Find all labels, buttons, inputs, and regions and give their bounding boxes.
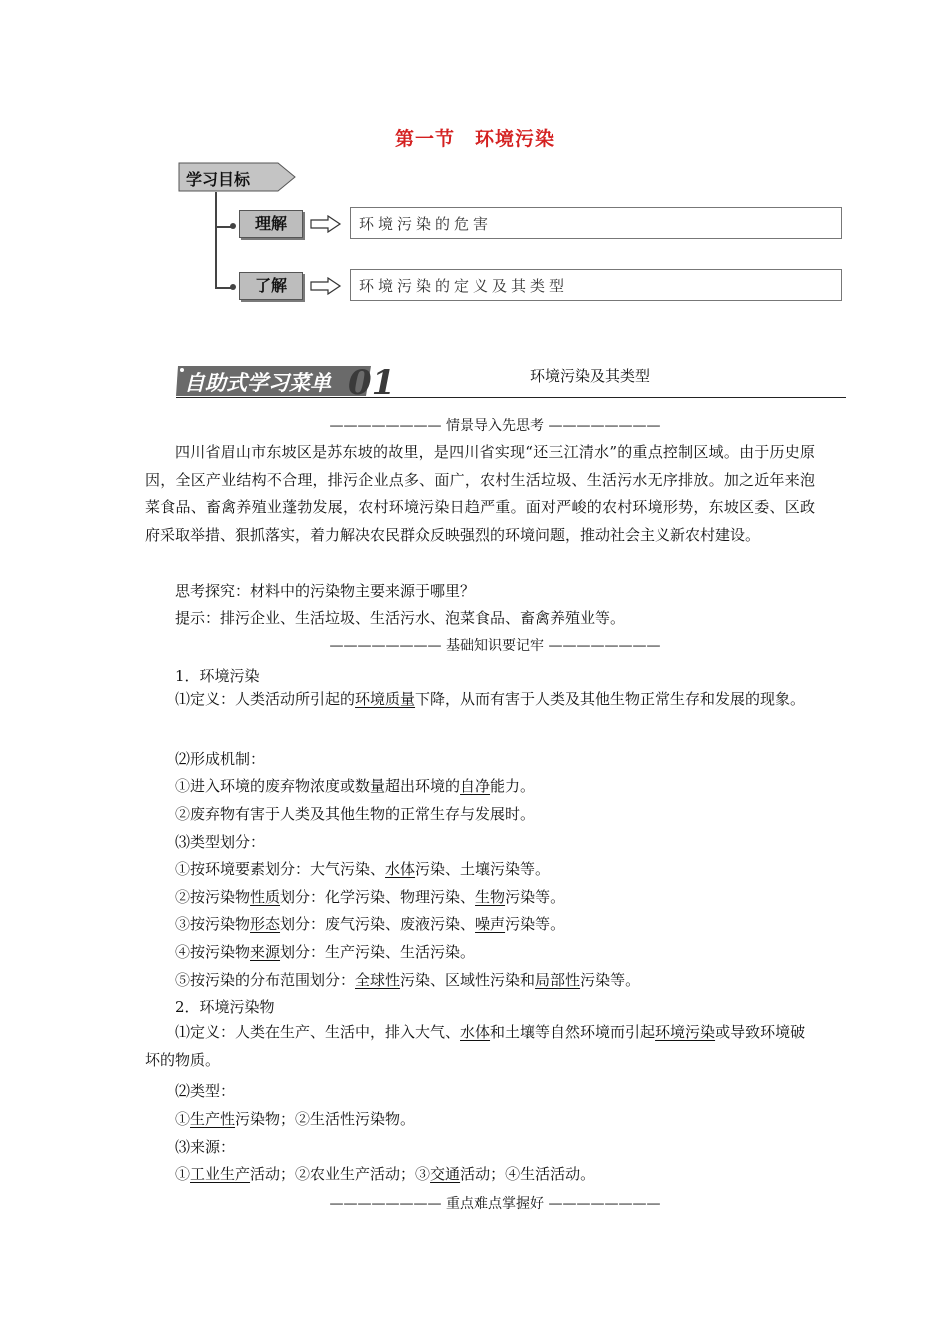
type-item-4: ④按污染物来源划分：生产污染、生活污染。 [175, 943, 476, 961]
underlined-term: 环境质量 [355, 690, 416, 708]
scene-question: 思考探究：材料中的污染物主要来源于哪里？ [175, 582, 476, 600]
mechanism-item-2: ②废弃物有害于人类及其他生物的正常生存与发展时。 [175, 805, 536, 823]
hollow-arrow-icon [310, 215, 342, 233]
tree-trunk [215, 192, 217, 288]
underlined-term: 形态 [250, 915, 281, 933]
pollutant-types-heading: ⑵类型： [175, 1082, 236, 1100]
underlined-term: 水体 [460, 1023, 491, 1041]
section-number: 01 [348, 363, 396, 398]
type-item-5: ⑤按污染的分布范围划分：全球性污染、区域性污染和局部性污染等。 [175, 971, 641, 989]
underlined-term: 工业生产 [190, 1165, 251, 1183]
banner-dot [180, 368, 184, 372]
goal-level-understand: 理解 [239, 210, 303, 238]
scene-heading: ———————— 情景导入先思考 ———————— [329, 418, 661, 434]
scene-paragraph: 四川省眉山市东坡区是苏东坡的故里，是四川省实现“还三江清水”的重点控制区域。由于历史原因，全区产业结构不合理，排污企业点多、面广，农村生活垃圾、生活污水无序排放。加之近年来泡菜食品、畜禽养殖业蓬勃发展，农村环境污染日趋严重。面对严峻的农村环境形势，东坡区委、区政府采取举措、狠抓落实，着力解决农民群众反映强烈的环境问题，推动社会主义新农村建设。 [145, 443, 815, 544]
underlined-term: 生物 [475, 888, 506, 906]
heading-pollutants: 2．环境污染物 [175, 998, 275, 1016]
underlined-term: 水体 [385, 860, 416, 878]
basics-heading: ———————— 基础知识要记牢 ———————— [329, 638, 661, 654]
section-topic: 环境污染及其类型 [530, 367, 651, 385]
branch-dot-2 [230, 284, 236, 290]
hollow-arrow-icon [310, 277, 342, 295]
types-heading: ⑶类型划分： [175, 833, 266, 851]
underlined-term: 来源 [250, 943, 281, 961]
branch-dot-1 [230, 223, 236, 229]
underlined-term: 性质 [250, 888, 281, 906]
scene-hint: 提示：排污企业、生活垃圾、生活污水、泡菜食品、畜禽养殖业等。 [175, 609, 626, 627]
mechanism-heading: ⑵形成机制： [175, 750, 266, 768]
section-rule [176, 397, 846, 398]
pollutant-sources-item: ①工业生产活动；②农业生产活动；③交通活动；④生活活动。 [175, 1165, 596, 1183]
pollutant-definition: ⑴定义：人类在生产、生活中，排入大气、水体和土壤等自然环境而引起环境污染或导致环境破坏的物质。 [145, 1023, 806, 1069]
underlined-term: 局部性 [535, 971, 581, 989]
definition-paragraph: ⑴定义：人类活动所引起的环境质量下降，从而有害于人类及其他生物正常生存和发展的现象。 [175, 690, 806, 708]
goal-level-know: 了解 [239, 272, 303, 300]
underlined-term: 自净 [460, 777, 491, 795]
key-points-heading: ———————— 重点难点掌握好 ———————— [329, 1196, 661, 1212]
pollutant-types-item: ①生产性污染物；②生活性污染物。 [175, 1110, 416, 1128]
type-item-3: ③按污染物形态划分：废气污染、废液污染、噪声污染等。 [175, 915, 566, 933]
section-banner-text: 自助式学习菜单 [184, 371, 331, 395]
page-title: 第一节 环境污染 [394, 128, 555, 150]
underlined-term: 交通 [430, 1165, 461, 1183]
goal-box-know: 环境污染的定义及其类型 [350, 269, 842, 301]
pollutant-sources-heading: ⑶来源： [175, 1138, 236, 1156]
learning-goals-tag [178, 162, 296, 192]
mechanism-item-1: ①进入环境的废弃物浓度或数量超出环境的自净能力。 [175, 777, 536, 795]
type-item-1: ①按环境要素划分：大气污染、水体污染、土壤污染等。 [175, 860, 551, 878]
section-banner [176, 360, 396, 398]
goal-box-understand: 环境污染的危害 [350, 207, 842, 239]
underlined-term: 噪声 [475, 915, 506, 933]
learning-goals-label: 学习目标 [186, 170, 251, 189]
heading-env-pollution: 1．环境污染 [175, 667, 260, 685]
type-item-2: ②按污染物性质划分：化学污染、物理污染、生物污染等。 [175, 888, 566, 906]
underlined-term: 生产性 [190, 1110, 236, 1128]
underlined-term: 全球性 [355, 971, 401, 989]
underlined-term: 环境污染 [655, 1023, 716, 1041]
